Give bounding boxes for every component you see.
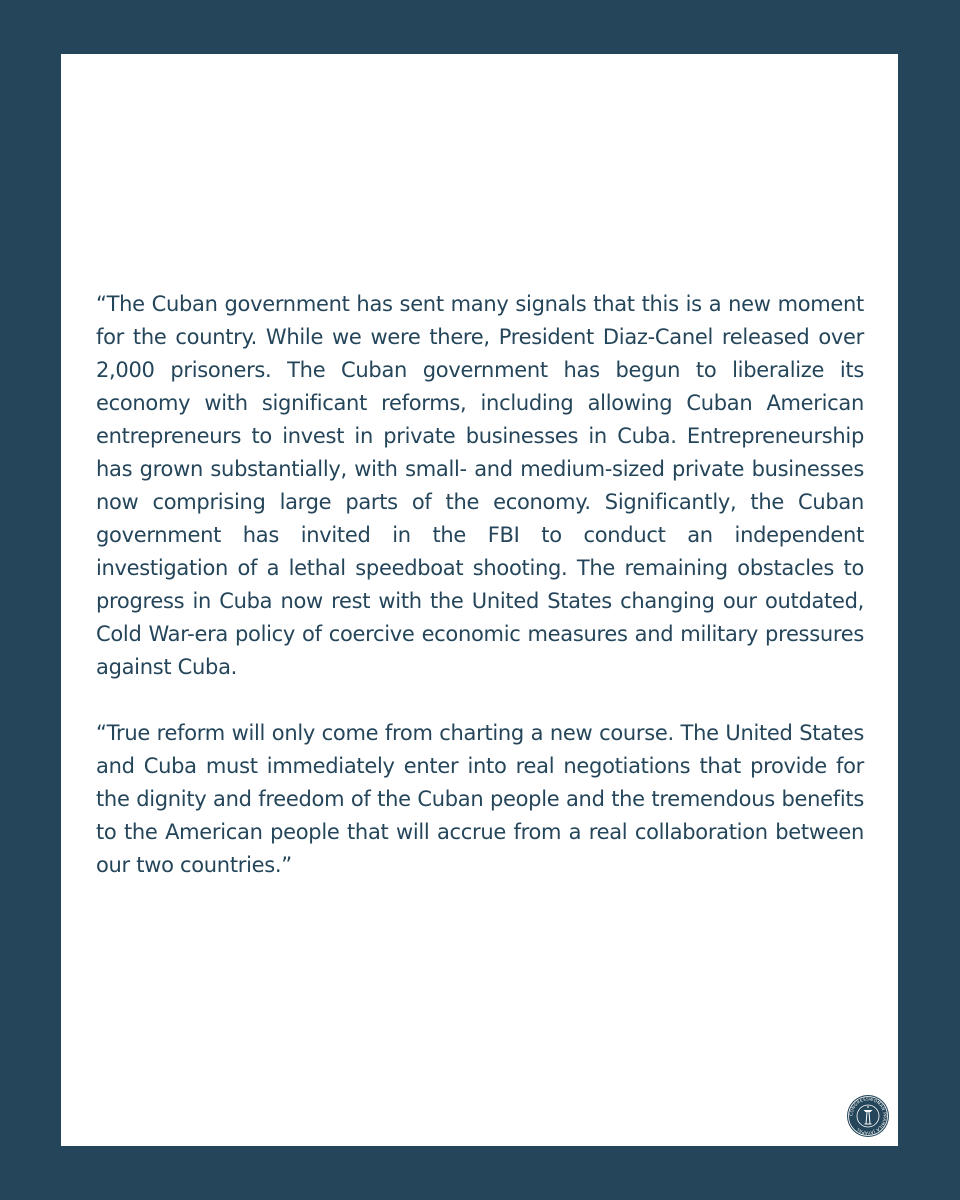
statement-quote [96, 288, 864, 882]
statement-card [61, 54, 898, 1146]
statement-paragraph-2: “True reform will only come from charting a new course. The United States and Cuba must immediately enter into real negotiations that provide for the dignity and freedom of the Cuban people and the tremendous benefits to the American people that will accrue from a real collaboration between our two countries.” [96, 721, 864, 877]
seal-text: CONGRESSWOMAN PRAMILA JAYAPAL [848, 1096, 888, 1136]
statement-paragraph-1: “The Cuban government has sent many signals that this is a new moment for the country. While we were there, President Diaz-Canel released over 2,000 prisoners. The Cuban government has begun to liberalize its economy with significant reforms, including allowing Cuban American entrepreneurs to invest in private businesses in Cuba. Entrepreneurship has grown substantially, with small- and medium-sized private businesses now comprising large parts of the economy. Significantly, the Cuban government has invited in the FBI to conduct an independent investigation of a lethal speedboat shooting. The remaining obstacles to progress in Cuba now rest with the United States changing our outdated, Cold War-era policy of coercive economic measures and military pressures against Cuba. [96, 292, 864, 679]
capitol-seal-icon [846, 1094, 890, 1138]
